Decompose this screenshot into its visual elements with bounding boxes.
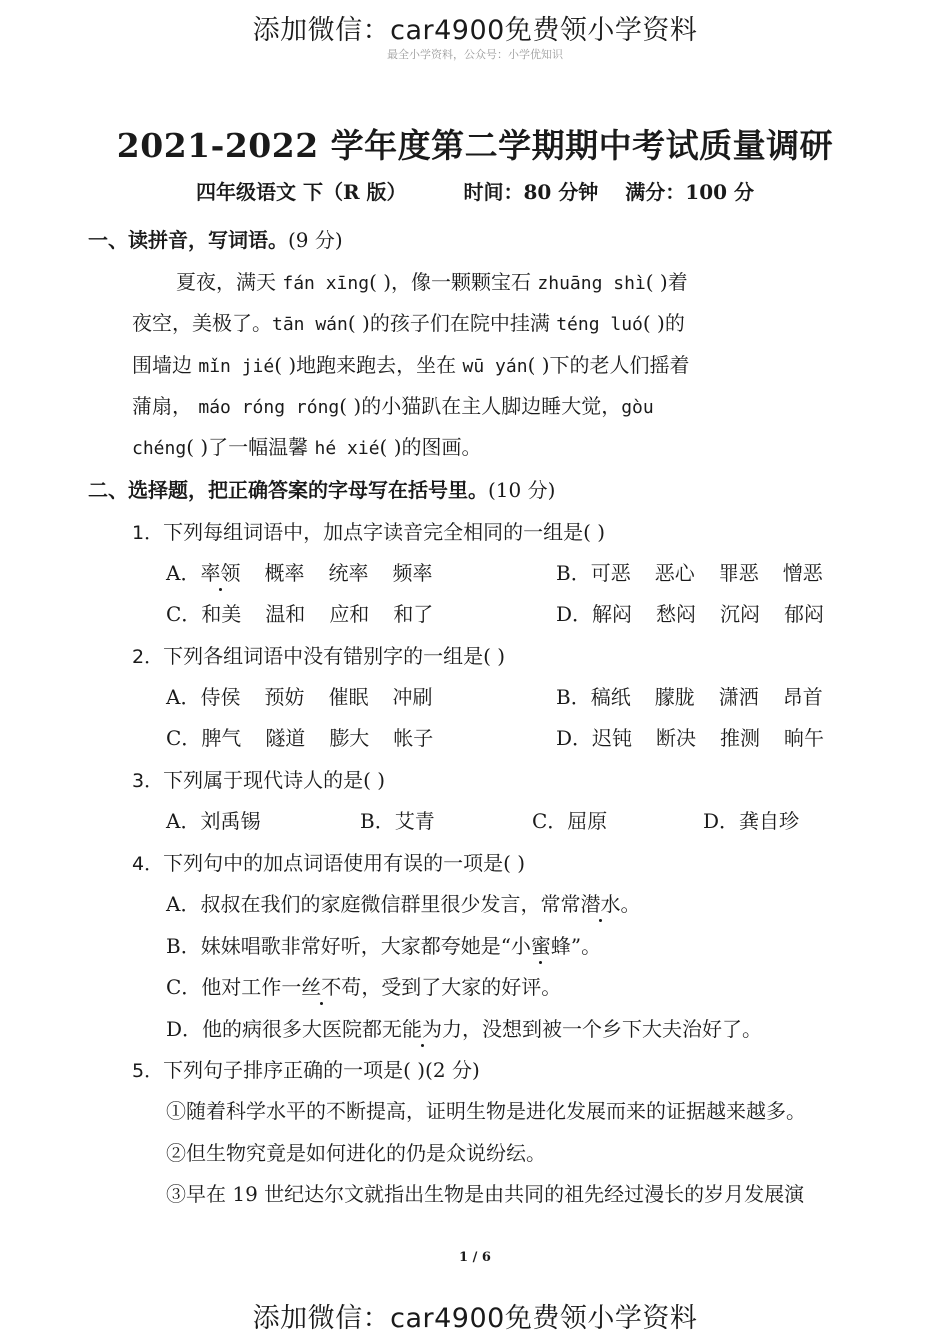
pinyin: mǐn jié (198, 356, 275, 377)
question-1: 1．下列每组词语中，加点字读音完全相同的一组是( ) (132, 520, 606, 544)
q4-option-b: B．妹妹唱歌非常好听，大家都夸她是“小蜜蜂”。 (166, 934, 602, 958)
q2-option-c: C．脾气 隧道 膨大 帐子 (166, 726, 434, 750)
pinyin: wū yán (462, 356, 528, 377)
question-2: 2．下列各组词语中没有错别字的一组是( ) (132, 644, 506, 668)
pinyin: téng luó (556, 314, 643, 335)
q3-option-d: D．龚自珍 (703, 809, 800, 833)
pinyin: zhuāng shì (537, 273, 646, 294)
section1-points: (9 分) (288, 228, 343, 252)
q4-option-c: C．他对工作一丝不苟，受到了大家的好评。 (166, 975, 562, 999)
pinyin-line-5: chéng( )了一幅温馨 hé xié( )的图画。 (132, 435, 482, 459)
pinyin: tān wán (272, 314, 348, 335)
dotted-word: 无能为力 (382, 1017, 463, 1041)
question-3: 3．下列属于现代诗人的是( ) (132, 768, 386, 792)
wechat-banner-top: 添加微信：car4900免费领小学资料 (252, 15, 698, 46)
q3-option-b: B．艾青 (360, 809, 435, 833)
wechat-banner-bottom: 添加微信：car4900免费领小学资料 (252, 1303, 698, 1334)
pinyin: máo róng róng (198, 397, 340, 418)
pinyin-line-1: 夏夜，满天 fán xīng( )，像一颗颗宝石 zhuāng shì( )着 (176, 270, 688, 294)
dotted-word: 一丝不苟 (281, 975, 362, 999)
pinyin-line-3: 围墙边 mǐn jié( )地跑来跑去，坐在 wū yán( )下的老人们摇着 (132, 353, 690, 377)
q2-option-b: B．稿纸 朦胧 潇洒 昂首 (556, 685, 823, 709)
q2-option-d: D．迟钝 断决 推测 晌午 (556, 726, 825, 750)
exam-title: 2021-2022 学年度第二学期期中考试质量调研 (116, 126, 834, 165)
section2-points: (10 分) (488, 478, 556, 502)
q1-option-b: B．可恶 恶心 罪恶 憎恶 (556, 561, 823, 585)
exam-subtitle (0, 176, 950, 205)
pinyin-line-4: 蒲扇， máo róng róng( )的小猫趴在主人脚边睡大觉，gòu (132, 394, 654, 418)
pinyin: chéng (132, 438, 187, 459)
q5-sentence-2: ②但生物究竟是如何进化的仍是众说纷纭。 (166, 1141, 546, 1165)
q3-option-a: A．刘禹锡 (166, 809, 261, 833)
faint-header-text: 最全小学资料，公众号：小学优知识 (387, 48, 563, 61)
question-4: 4．下列句中的加点词语使用有误的一项是( ) (132, 851, 526, 875)
q5-sentence-1: ①随着科学水平的不断提高，证明生物是进化发展而来的证据越来越多。 (166, 1099, 806, 1123)
q4-option-a: A．叔叔在我们的家庭微信群里很少发言，常常潜水。 (166, 892, 641, 916)
course-label: 四年级语文 下（R 版） (196, 180, 407, 204)
section1-heading: 一、读拼音，写词语。(9 分) (88, 228, 343, 252)
q5-sentence-3: ③早在 19 世纪达尔文就指出生物是由共同的祖先经过漫长的岁月发展演 (166, 1182, 805, 1206)
q3-option-c: C．屈原 (532, 809, 608, 833)
question-5: 5．下列句子排序正确的一项是( )(2 分) (132, 1058, 480, 1082)
score-label: 满分：100 分 (625, 180, 754, 204)
q1-option-a: A．率领 概率 统率 频率 (166, 561, 433, 585)
q2-option-a: A．侍侯 预妨 催眠 冲刷 (166, 685, 433, 709)
q1-option-d: D．解闷 愁闷 沉闷 郁闷 (556, 602, 825, 626)
pinyin: fán xīng (282, 273, 370, 294)
q4-option-d: D．他的病很多大医院都无能为力，没想到被一个乡下大夫治好了。 (166, 1017, 763, 1041)
section2-heading: 二、选择题，把正确答案的字母写在括号里。(10 分) (88, 478, 556, 502)
dotted-word: 潜水 (580, 892, 621, 916)
q1-option-c: C．和美 温和 应和 和了 (166, 602, 434, 626)
pinyin: hé xié (314, 438, 380, 459)
page-number: 1 / 6 (459, 1250, 491, 1265)
pinyin: gòu (621, 397, 654, 418)
pinyin-line-2: 夜空，美极了。tān wán( )的孩子们在院中挂满 téng luó( )的 (132, 311, 685, 335)
time-label: 时间：80 分钟 (463, 180, 599, 204)
dotted-word: 小蜜蜂 (510, 934, 571, 958)
